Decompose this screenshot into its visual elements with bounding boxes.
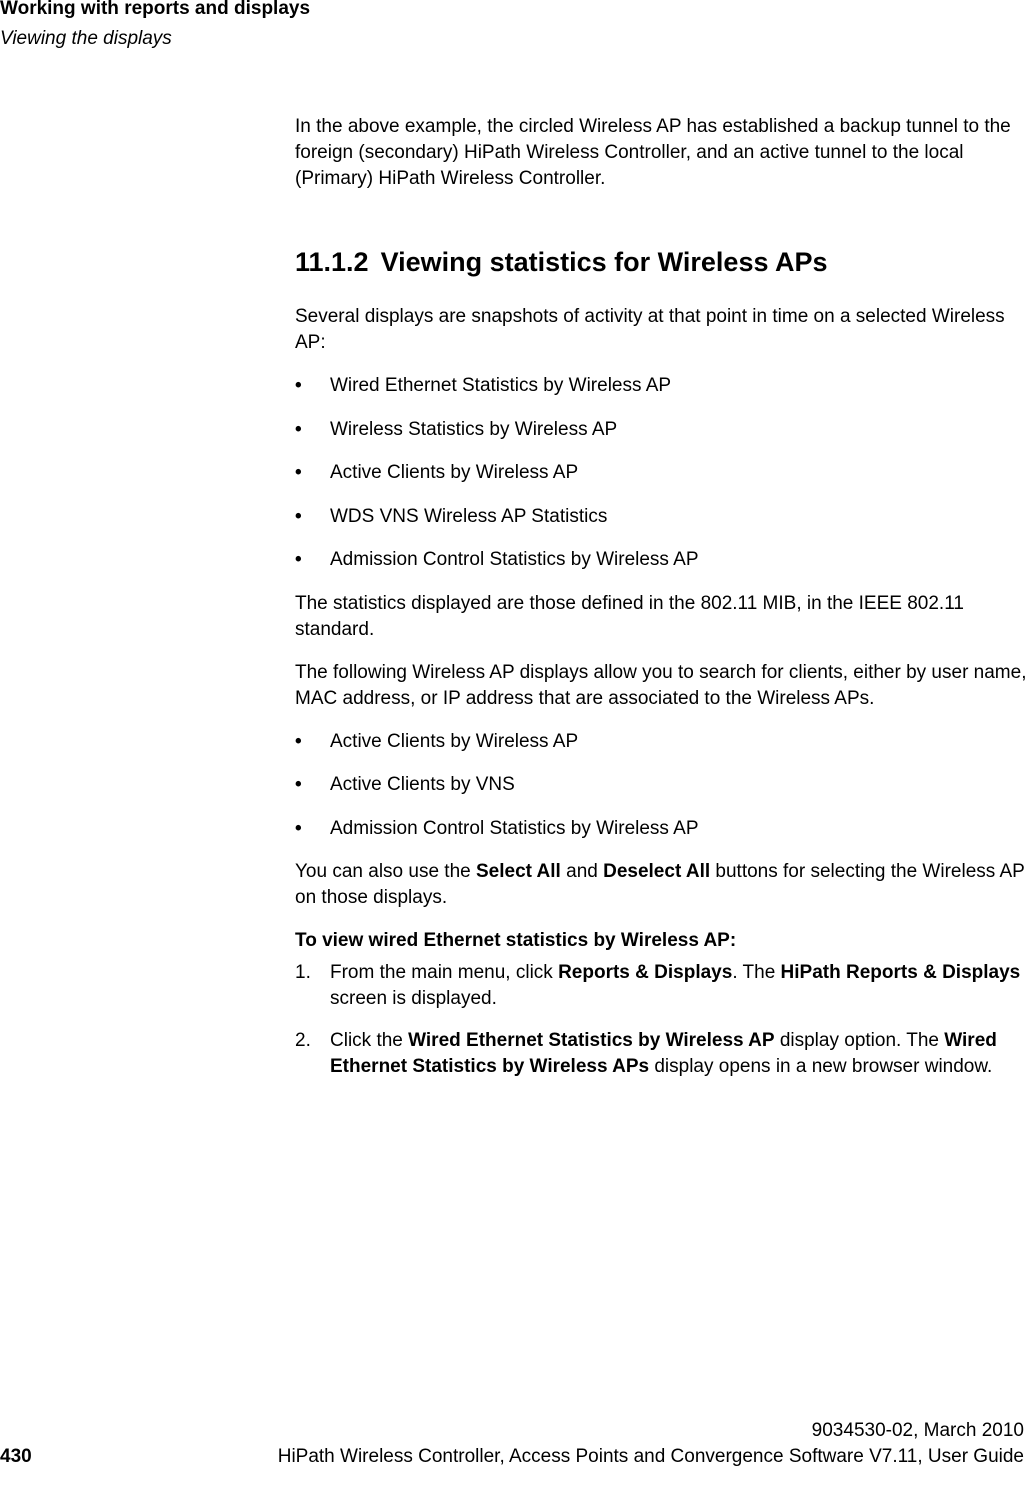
bullet-icon: •	[295, 375, 302, 396]
list-item: • Wireless Statistics by Wireless AP	[295, 417, 1030, 443]
footer-doc-reference: 9034530-02, March 2010	[811, 1420, 1024, 1441]
bullet-icon: •	[295, 817, 302, 839]
bullet-icon: •	[295, 549, 302, 570]
procedure-heading: To view wired Ethernet statistics by Wireless AP:	[295, 930, 737, 951]
list-item: • Admission Control Statistics by Wireless AP	[295, 816, 1030, 842]
paragraph-mib: The statistics displayed are those defined in the 802.11 MIB, in the IEEE 802.11 standard.	[295, 592, 964, 640]
bullet-list-search-displays	[295, 729, 1030, 842]
section-heading	[295, 246, 1030, 278]
step-number: 1.	[295, 962, 311, 983]
bullet-list-displays	[295, 373, 1030, 573]
list-item: • Wired Ethernet Statistics by Wireless AP	[295, 373, 1030, 399]
bullet-icon: •	[295, 730, 302, 752]
step-item: 2. Click the Wired Ethernet Statistics by Wireless AP display option. The Wired Ethernet Statistics by Wireless APs display opens in a new browser window.	[295, 1030, 997, 1077]
footer-guide-title: HiPath Wireless Controller, Access Points and Convergence Software V7.11, User Guide	[277, 1446, 1024, 1467]
paragraph-search: The following Wireless AP displays allow you to search for clients, either by user name, MAC address, or IP address that are associated to the Wireless APs.	[295, 661, 1027, 709]
bullet-icon: •	[295, 505, 302, 527]
step-item: 1. From the main menu, click Reports & Displays. The HiPath Reports & Displays screen is displayed.	[295, 962, 1021, 1009]
footer-page-number: 430	[0, 1446, 32, 1467]
list-item: • WDS VNS Wireless AP Statistics	[295, 504, 1030, 530]
main-content	[295, 114, 1030, 1096]
paragraph-select-buttons: You can also use the Select All and Deselect All buttons for selecting the Wireless AP on those displays.	[295, 861, 1025, 908]
bullet-icon: •	[295, 774, 302, 795]
list-item: • Admission Control Statistics by Wireless AP	[295, 547, 1030, 573]
page-header-title: Working with reports and displays	[0, 0, 311, 19]
paragraph-snapshots: Several displays are snapshots of activity at that point in time on a selected Wireless AP:	[295, 306, 1005, 353]
procedure-steps	[295, 960, 1030, 1080]
page-header-subtitle: Viewing the displays	[0, 28, 172, 49]
list-item: • Active Clients by Wireless AP	[295, 460, 1030, 486]
intro-paragraph: In the above example, the circled Wireless AP has established a backup tunnel to the foreign (secondary) HiPath Wireless Controller, and an active tunnel to the local (Primary) HiPath Wireless Controller.	[295, 116, 1011, 189]
section-number: 11.1.2	[295, 247, 369, 277]
list-item: • Active Clients by Wireless AP	[295, 729, 1030, 755]
bullet-icon: •	[295, 418, 302, 440]
section-title: Viewing statistics for Wireless APs	[380, 247, 828, 277]
bullet-icon: •	[295, 462, 302, 483]
list-item: • Active Clients by VNS	[295, 772, 1030, 798]
step-number: 2.	[295, 1030, 311, 1051]
